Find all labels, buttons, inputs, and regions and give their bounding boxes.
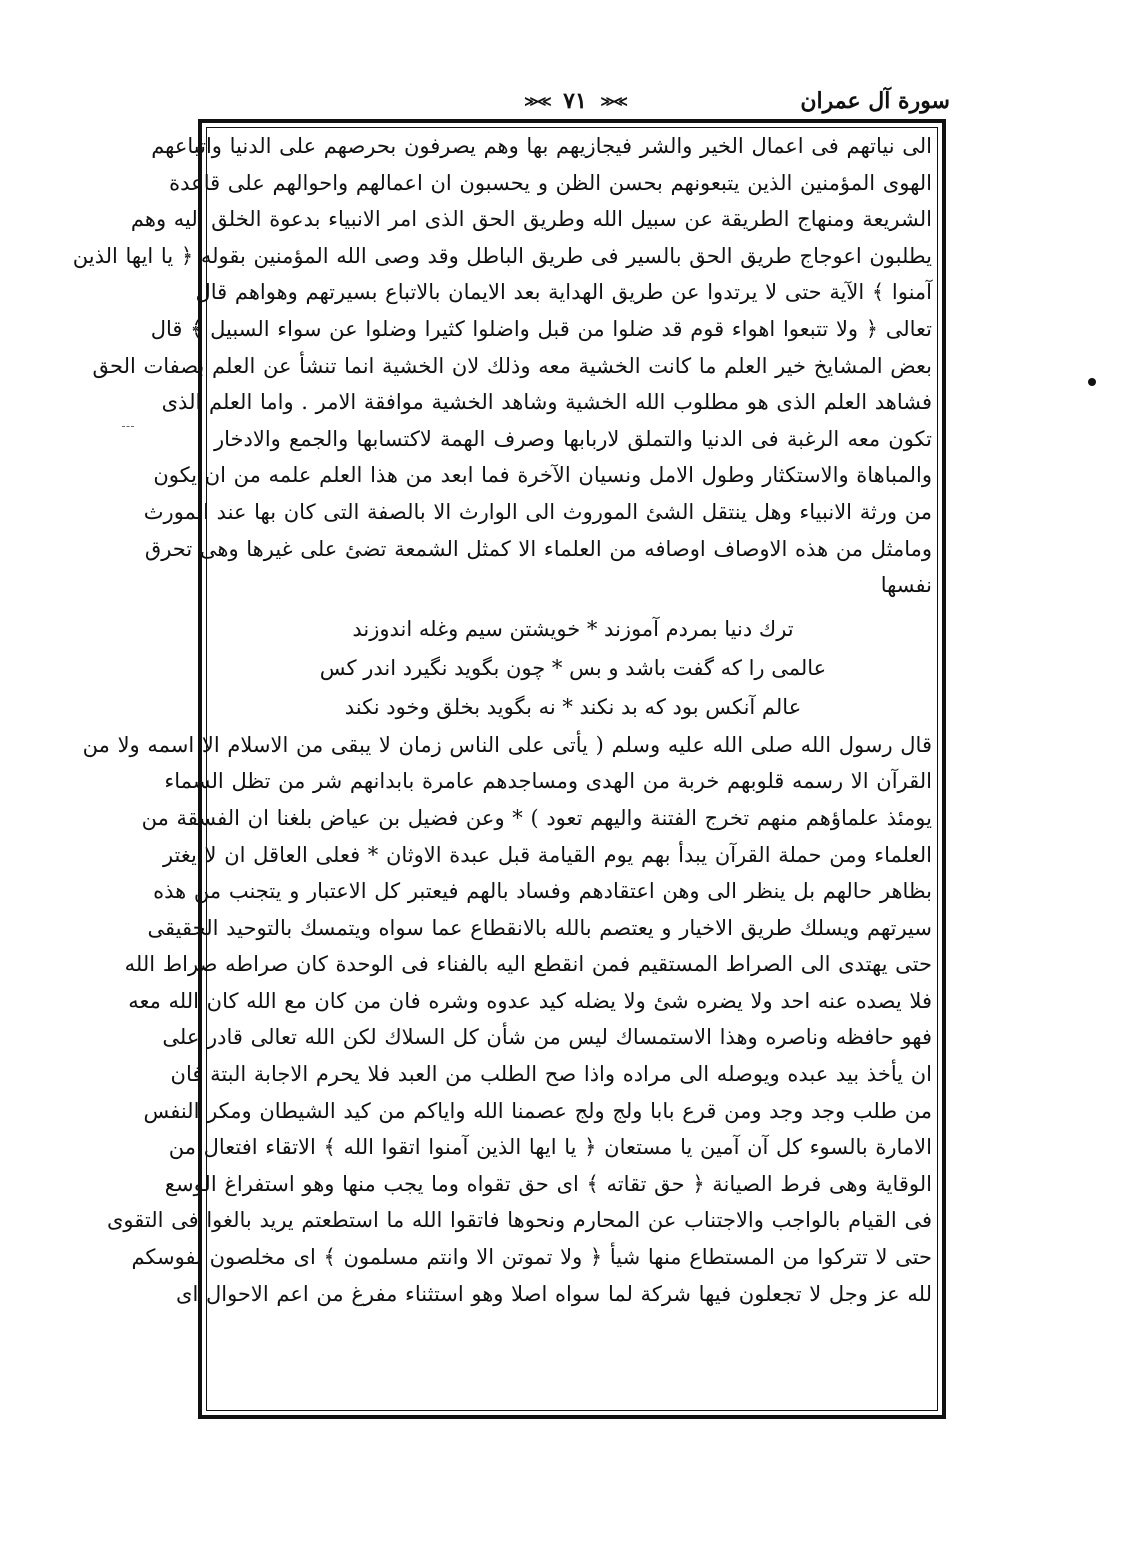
text-line: آمنوا ﴾ الآية حتى لا يرتدوا عن طريق الهداية بعد الايمان بالاتباع بسيرتهم وهواهم قال <box>195 280 932 305</box>
main-text <box>72 128 932 1312</box>
text-line: قال رسول الله صلى الله عليه وسلم ( يأتى على الناس زمان لا يبقى من الاسلام الا اسمه ولا من <box>82 732 932 757</box>
text-line: بعض المشايخ خير العلم ما كانت الخشية معه وذلك لان الخشية انما تنشأ عن العلم بصفات الحق <box>92 353 932 378</box>
text-line: نفسها <box>880 573 932 598</box>
surah-title: سورة آل عمران <box>800 88 950 114</box>
text-line: القرآن الا رسمه قلوبهم خربة من الهدى ومساجدهم عامرة بابدانهم شر من تظل السماء <box>164 769 932 794</box>
text-line: فلا يصده عنه احد ولا يضره شئ ولا يضله كيد عدوه وشره فان من كان مع الله كان الله معه <box>128 988 932 1013</box>
text-line: سيرتهم ويسلك طريق الاخيار و يعتصم بالله بالانقطاع عما سواه ويتمسك بالتوحيد الحقيقى <box>147 915 932 940</box>
text-line: لله عز وجل لا تجعلون فيها شركة لما سواه اصلا وهو استثناء مفرغ من اعم الاحوال اى <box>176 1281 932 1306</box>
text-line: من طلب وجد وجد ومن قرع بابا ولج ولج عصمنا الله واياكم من كيد الشيطان ومكر النفس <box>143 1098 932 1123</box>
text-line: الشريعة ومنهاج الطريقة عن سبيل الله وطريق الحق الذى امر الانبياء بدعوة الخلق اليه وهم <box>130 207 932 232</box>
ornament-left-icon: ≫≪ <box>524 94 550 110</box>
text-line: الى نياتهم فى اعمال الخير والشر فيجازيهم بها وهم يصرفون بحرصهم على الدنيا واتباعهم <box>151 134 932 158</box>
text-line: الوقاية وهى فرط الصيانة ﴿ حق تقاته ﴾ اى حق تقواه وما يجب منها وهو استفراغ الوسع <box>164 1171 932 1196</box>
verse-line: عالم آنكس بود كه بد نكند * نه بگويد بخلق وخود نكند <box>344 694 802 719</box>
running-header <box>200 86 950 116</box>
text-line: تكون معه الرغبة فى الدنيا والتملق لاربابها وصرف الهمة لاكتسابها والجمع والادخار <box>214 426 932 451</box>
page-number-block <box>518 86 632 117</box>
margin-dot-icon <box>1088 378 1096 386</box>
text-line: ان يأخذ بيد عبده ويوصله الى مراده واذا صح الطلب من العبد فلا يحرم الاجابة البتة فان <box>170 1062 932 1087</box>
text-line: فى القيام بالواجب والاجتناب عن المحارم ونحوها فاتقوا الله ما استطعتم يريد بالغوا فى التقوى <box>106 1208 932 1233</box>
text-line: فشاهد العلم الذى هو مطلوب الله الخشية وشاهد الخشية موافقة الامر . واما العلم الذى <box>161 390 932 415</box>
verse-line: ترك دنيا بمردم آموزند * خويشتن سيم وغله اندوزند <box>352 616 794 641</box>
page-number: ٧١ <box>563 88 587 114</box>
text-line: من ورثة الانبياء وهل ينتقل الشئ الموروث الى الوارث الا بالصفة التى كان بها عند المورث <box>143 499 932 524</box>
ornament-right-icon: ≫≪ <box>600 94 626 110</box>
margin-tick-icon <box>122 426 134 428</box>
text-line: العلماء ومن حملة القرآن يبدأ بهم يوم القيامة قبل عبدة الاوثان * فعلى العاقل ان لا يغتر <box>162 842 932 867</box>
text-line: تعالى ﴿ ولا تتبعوا اهواء قوم قد ضلوا من قبل واضلوا كثيرا وضلوا عن سواء السبيل ﴾ قال <box>150 316 932 341</box>
text-line: يطلبون اعوجاج طريق الحق بالسير فى طريق الباطل وقد وصى الله المؤمنين بقوله ﴿ يا ايها الذين <box>72 243 932 268</box>
verse-line: عالمى را كه گفت باشد و بس * چون بگويد نگيرد اندر كس <box>319 655 827 680</box>
text-line: الهوى المؤمنين الذين يتبعونهم بحسن الظن و يحسبون ان اعمالهم واحوالهم على قاعدة <box>169 170 932 195</box>
text-line: والمباهاة والاستكثار وطول الامل ونسيان الآخرة فما ابعد من هذا العلم علمه من ان يكون <box>153 463 932 488</box>
text-line: يومئذ علماؤهم منهم تخرج الفتنة واليهم تعود ) * وعن فضيل بن عياض بلغنا ان الفسقة من <box>141 805 932 830</box>
text-line: فهو حافظه وناصره وهذا الاستمساك ليس من شأن كل السلاك لكن الله تعالى قادر على <box>162 1025 932 1050</box>
text-line: حتى يهتدى الى الصراط المستقيم فمن انقطع اليه بالفناء فى الوحدة كان صراطه صراط الله <box>124 952 932 977</box>
text-line: الامارة بالسوء كل آن آمين يا مستعان ﴿ يا ايها الذين آمنوا اتقوا الله ﴾ الاتقاء افتعال من <box>168 1135 932 1160</box>
text-line: بظاهر حالهم بل ينظر الى وهن اعتقادهم وفساد بالهم فيعتبر كل الاعتبار و يتجنب من هذه <box>153 879 932 904</box>
text-line: ومامثل من هذه الاوصاف اوصافه من العلماء الا كمثل الشمعة تضئ على غيرها وهى تحرق <box>144 536 932 561</box>
text-line: حتى لا تتركوا من المستطاع منها شيأ ﴿ ولا تموتن الا وانتم مسلمون ﴾ اى مخلصون نفوسكم <box>131 1245 932 1270</box>
